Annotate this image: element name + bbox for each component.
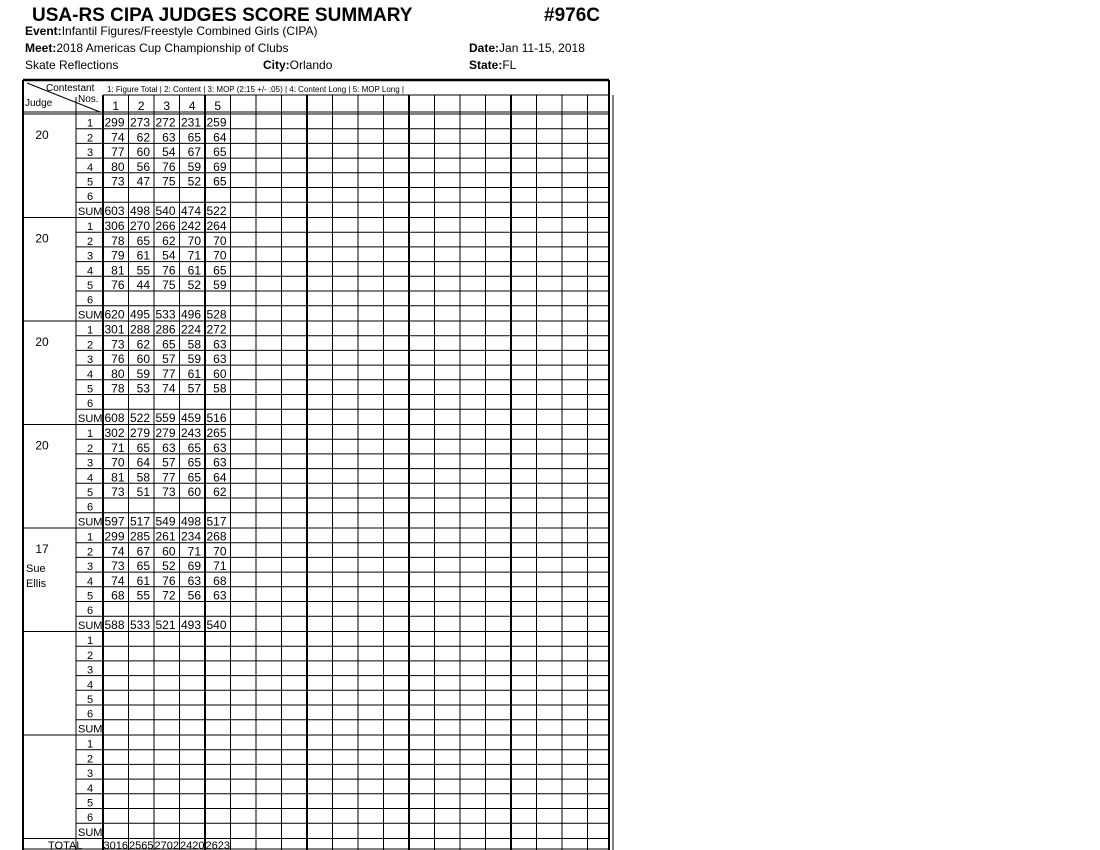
score-cell: 60 <box>162 544 176 559</box>
score-cell: 65 <box>162 337 176 352</box>
score-cell: 70 <box>213 544 227 559</box>
score-cell: 259 <box>206 115 227 130</box>
score-cell: 70 <box>111 455 125 470</box>
score-cell: 608 <box>104 410 125 425</box>
row-label: 2 <box>87 649 94 662</box>
row-label: 4 <box>87 575 94 588</box>
score-cell: 559 <box>155 410 176 425</box>
score-cell: 74 <box>111 544 125 559</box>
score-cell: 44 <box>136 278 150 292</box>
row-label: 6 <box>87 708 94 721</box>
row-label: 6 <box>87 501 94 514</box>
score-cell: 54 <box>162 248 176 263</box>
score-cell: 65 <box>136 233 150 248</box>
score-cell: 63 <box>162 130 176 145</box>
score-cell: 71 <box>213 559 227 574</box>
score-cell: 498 <box>180 514 201 529</box>
score-cell: 62 <box>162 233 176 248</box>
score-cell: 68 <box>213 573 227 588</box>
row-label: 1 <box>87 738 94 751</box>
score-cell: 54 <box>162 145 176 160</box>
state-value: FL <box>502 58 517 72</box>
score-cell: 517 <box>129 514 150 529</box>
score-cell: 264 <box>206 219 227 234</box>
row-label: 1 <box>87 117 94 130</box>
meet-value: 2018 Americas Cup Championship of Clubs <box>56 41 289 55</box>
score-cell: 279 <box>155 426 176 441</box>
score-cell: 57 <box>187 381 201 396</box>
judge-name: Sue <box>26 563 46 575</box>
score-cell: 65 <box>187 440 201 455</box>
score-cell: 620 <box>104 307 125 322</box>
row-label: SUM <box>78 826 103 839</box>
row-label: 1 <box>87 221 94 234</box>
total-cell: 2565 <box>129 840 154 850</box>
score-cell: 52 <box>187 174 201 189</box>
contestant-header: Contestant <box>46 83 95 94</box>
row-label: 3 <box>87 561 94 574</box>
row-label: 4 <box>87 782 94 795</box>
city-value: Orlando <box>289 58 333 72</box>
score-cell: 56 <box>136 159 150 174</box>
score-cell: 75 <box>162 174 176 189</box>
row-label: 3 <box>87 250 94 263</box>
total-cell: 3016 <box>103 840 128 850</box>
score-cell: 474 <box>180 203 201 218</box>
score-cell: 70 <box>213 233 227 248</box>
score-cell: 77 <box>162 470 176 485</box>
row-label: 2 <box>87 546 94 559</box>
city-label: City: <box>263 58 290 72</box>
score-cell: 603 <box>104 203 125 218</box>
row-label: 4 <box>87 368 94 381</box>
score-cell: 521 <box>155 617 176 632</box>
score-cell: 73 <box>111 559 125 574</box>
score-cell: 62 <box>213 485 227 499</box>
row-label: 5 <box>87 383 94 396</box>
score-cell: 243 <box>180 426 201 441</box>
row-label: SUM <box>78 205 103 218</box>
score-cell: 68 <box>111 588 125 603</box>
score-cell: 69 <box>187 559 201 574</box>
score-cell: 60 <box>213 366 227 381</box>
row-label: SUM <box>78 412 103 425</box>
score-cell: 268 <box>206 529 227 544</box>
score-cell: 288 <box>129 322 150 337</box>
score-cell: 459 <box>180 410 201 425</box>
judge-name: Ellis <box>26 578 47 590</box>
score-cell: 47 <box>136 174 150 189</box>
score-cell: 59 <box>187 352 201 367</box>
row-label: 6 <box>87 398 94 411</box>
contestant-number: 3 <box>163 99 171 113</box>
score-cell: 78 <box>111 381 125 396</box>
score-cell: 528 <box>206 307 227 322</box>
score-cell: 58 <box>187 337 201 352</box>
judge-number: 20 <box>35 438 49 453</box>
total-cell: 2420 <box>180 840 205 850</box>
score-cell: 80 <box>111 159 125 174</box>
score-cell: 588 <box>104 617 125 632</box>
category-legend: 1: Figure Total | 2: Content | 3: MOP (2:15 +/- :05) | 4: Content Long | 5: MOP Long | <box>107 85 404 94</box>
date-value: Jan 11-15, 2018 <box>499 41 585 55</box>
score-cell: 76 <box>162 573 176 588</box>
judge-number: 17 <box>35 542 49 556</box>
score-cell: 74 <box>111 130 125 145</box>
row-label: SUM <box>78 516 103 529</box>
score-cell: 80 <box>111 366 125 381</box>
score-cell: 234 <box>180 529 201 544</box>
score-cell: 549 <box>155 514 176 529</box>
score-cell: 81 <box>111 263 125 278</box>
row-label: 4 <box>87 472 94 485</box>
row-label: 2 <box>87 442 94 455</box>
row-label: 6 <box>87 605 94 618</box>
row-label: 2 <box>87 132 94 145</box>
row-label: 6 <box>87 191 94 204</box>
row-label: 1 <box>87 324 94 337</box>
score-cell: 299 <box>104 529 125 544</box>
score-cell: 70 <box>187 233 201 248</box>
row-label: 4 <box>87 161 94 174</box>
nos-header: Nos. <box>78 94 99 105</box>
row-label: 5 <box>87 694 94 706</box>
score-cell: 65 <box>136 559 150 574</box>
score-cell: 597 <box>104 514 125 529</box>
row-label: SUM <box>78 723 103 736</box>
report-title: USA-RS CIPA JUDGES SCORE SUMMARY <box>32 5 413 26</box>
score-cell: 522 <box>206 203 227 218</box>
score-cell: 57 <box>162 455 176 470</box>
report-code: #976C <box>544 5 600 26</box>
score-cell: 242 <box>180 219 201 234</box>
score-cell: 74 <box>162 381 176 396</box>
state-label: State: <box>469 58 503 72</box>
score-cell: 58 <box>136 470 150 485</box>
score-cell: 224 <box>180 322 201 337</box>
score-cell: 498 <box>129 203 150 218</box>
score-cell: 60 <box>187 485 201 499</box>
score-cell: 517 <box>206 514 227 529</box>
score-cell: 76 <box>111 278 125 292</box>
score-cell: 63 <box>213 455 227 470</box>
score-cell: 493 <box>180 617 201 632</box>
score-cell: 78 <box>111 233 125 248</box>
score-cell: 56 <box>187 588 201 603</box>
score-cell: 306 <box>104 219 125 234</box>
score-cell: 65 <box>213 263 227 278</box>
score-cell: 261 <box>155 529 176 544</box>
score-cell: 231 <box>180 115 201 130</box>
score-cell: 67 <box>136 544 150 559</box>
row-label: 3 <box>87 768 94 781</box>
score-cell: 81 <box>111 470 125 485</box>
row-label: 1 <box>87 531 94 544</box>
score-cell: 71 <box>187 544 201 559</box>
score-cell: 57 <box>162 352 176 367</box>
score-cell: 65 <box>187 470 201 485</box>
score-cell: 59 <box>136 366 150 381</box>
row-label: 2 <box>87 235 94 248</box>
row-label: SUM <box>78 309 103 322</box>
score-cell: 73 <box>111 337 125 352</box>
score-cell: 58 <box>213 381 227 396</box>
score-cell: 73 <box>162 485 176 499</box>
contestant-number: 5 <box>214 99 222 113</box>
row-label: 5 <box>87 487 94 499</box>
score-cell: 61 <box>136 248 150 263</box>
score-cell: 273 <box>129 115 150 130</box>
score-cell: 59 <box>187 159 201 174</box>
judge-number: 20 <box>35 231 49 246</box>
score-cell: 62 <box>136 130 150 145</box>
score-cell: 53 <box>136 381 150 396</box>
row-label: 6 <box>87 812 94 825</box>
score-cell: 55 <box>136 263 150 278</box>
row-label: 4 <box>87 265 94 278</box>
score-cell: 62 <box>136 337 150 352</box>
event-value: Infantil Figures/Freestyle Combined Girls (CIPA) <box>61 24 318 38</box>
score-cell: 74 <box>111 573 125 588</box>
score-cell: 63 <box>213 337 227 352</box>
score-cell: 64 <box>213 130 227 145</box>
score-cell: 61 <box>187 366 201 381</box>
score-cell: 495 <box>129 307 150 322</box>
row-label: 2 <box>87 339 94 352</box>
score-cell: 279 <box>129 426 150 441</box>
score-cell: 76 <box>162 159 176 174</box>
total-label: TOTAL <box>48 840 83 850</box>
event-label: Event: <box>25 24 62 38</box>
contestant-number: 2 <box>137 99 145 113</box>
row-label: 3 <box>87 664 94 677</box>
score-cell: 59 <box>213 278 227 292</box>
score-cell: 71 <box>187 248 201 263</box>
score-cell: 540 <box>206 617 227 632</box>
score-cell: 533 <box>155 307 176 322</box>
score-cell: 75 <box>162 278 176 292</box>
row-label: 3 <box>87 354 94 367</box>
row-label: 1 <box>87 635 94 648</box>
row-label: 6 <box>87 294 94 307</box>
score-cell: 65 <box>187 455 201 470</box>
score-cell: 63 <box>213 352 227 367</box>
score-cell: 270 <box>129 219 150 234</box>
club-name: Skate Reflections <box>25 58 119 72</box>
score-cell: 73 <box>111 174 125 189</box>
judge-header: Judge <box>25 98 53 109</box>
score-cell: 522 <box>129 410 150 425</box>
total-cell: 2623 <box>205 840 230 850</box>
score-cell: 266 <box>155 219 176 234</box>
score-cell: 67 <box>187 145 201 160</box>
score-cell: 265 <box>206 426 227 441</box>
row-label: 2 <box>87 753 94 766</box>
score-cell: 64 <box>136 455 150 470</box>
score-cell: 540 <box>155 203 176 218</box>
score-cell: 63 <box>213 440 227 455</box>
score-cell: 61 <box>136 573 150 588</box>
score-cell: 63 <box>213 588 227 603</box>
contestant-number: 1 <box>112 99 120 113</box>
score-cell: 72 <box>162 588 176 603</box>
score-cell: 76 <box>111 352 125 367</box>
score-cell: 302 <box>104 426 125 441</box>
score-cell: 516 <box>206 410 227 425</box>
score-cell: 52 <box>187 278 201 292</box>
total-cell: 2702 <box>154 840 179 850</box>
score-cell: 70 <box>213 248 227 263</box>
score-cell: 55 <box>136 588 150 603</box>
score-cell: 272 <box>206 322 227 337</box>
score-cell: 533 <box>129 617 150 632</box>
score-cell: 65 <box>213 174 227 189</box>
score-cell: 77 <box>111 145 125 160</box>
score-cell: 77 <box>162 366 176 381</box>
row-label: 5 <box>87 280 94 292</box>
row-label: 3 <box>87 457 94 470</box>
row-label: 4 <box>87 679 94 692</box>
score-cell: 65 <box>187 130 201 145</box>
score-cell: 51 <box>136 485 150 499</box>
score-cell: 272 <box>155 115 176 130</box>
score-cell: 65 <box>213 145 227 160</box>
score-cell: 76 <box>162 263 176 278</box>
row-label: 3 <box>87 147 94 160</box>
row-label: 1 <box>87 428 94 441</box>
score-cell: 64 <box>213 470 227 485</box>
score-cell: 79 <box>111 248 125 263</box>
meet-label: Meet: <box>25 41 57 55</box>
score-cell: 286 <box>155 322 176 337</box>
score-cell: 63 <box>162 440 176 455</box>
score-cell: 69 <box>213 159 227 174</box>
judge-number: 20 <box>35 128 49 142</box>
row-label: SUM <box>78 619 103 632</box>
contestant-number: 4 <box>188 99 196 113</box>
row-label: 5 <box>87 797 94 810</box>
score-cell: 285 <box>129 529 150 544</box>
row-label: 5 <box>87 590 94 603</box>
judge-number: 20 <box>35 335 49 349</box>
score-cell: 60 <box>136 352 150 367</box>
score-cell: 299 <box>104 115 125 130</box>
score-cell: 60 <box>136 145 150 160</box>
score-cell: 73 <box>111 485 125 499</box>
row-label: 5 <box>87 176 94 189</box>
score-cell: 52 <box>162 559 176 574</box>
score-cell: 65 <box>136 440 150 455</box>
score-cell: 496 <box>180 307 201 322</box>
date-label: Date: <box>469 41 500 55</box>
score-cell: 71 <box>111 440 125 455</box>
score-cell: 301 <box>104 322 125 337</box>
score-cell: 61 <box>187 263 201 278</box>
score-cell: 63 <box>187 573 201 588</box>
